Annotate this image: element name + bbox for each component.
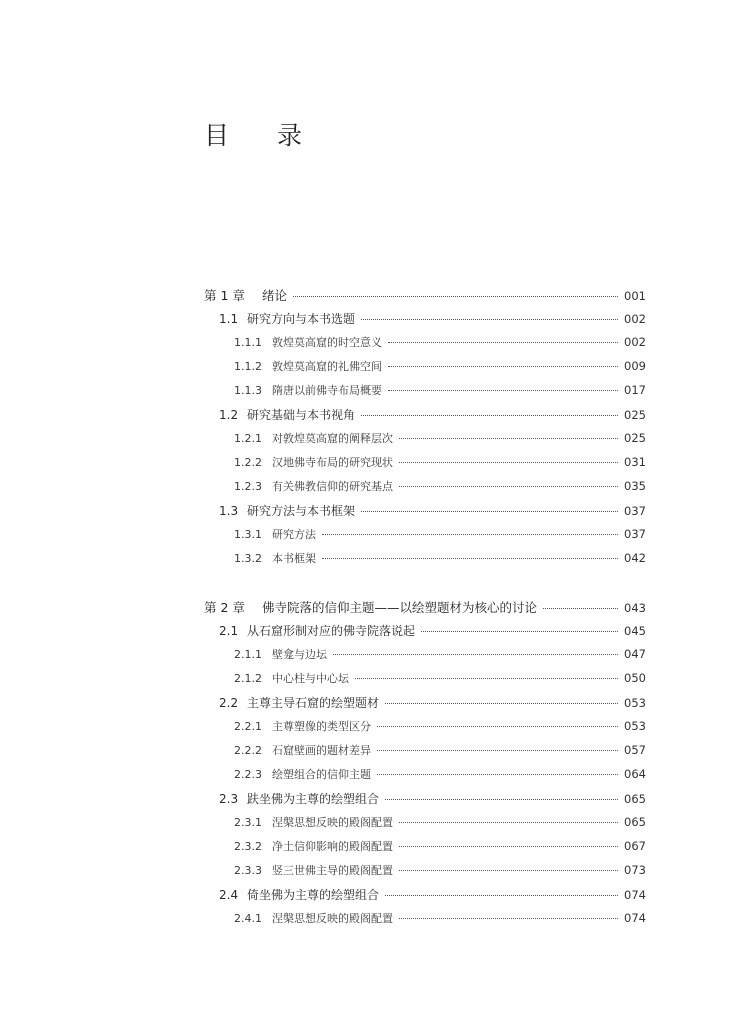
toc-sub-number: 2.4.1 — [234, 912, 262, 925]
dot-leader — [388, 365, 618, 367]
toc-sub-number: 1.1.2 — [234, 360, 262, 373]
dot-leader — [421, 630, 618, 632]
toc-page-number: 047 — [624, 647, 646, 661]
dot-leader — [377, 725, 618, 727]
toc-sub-entry[interactable] — [204, 862, 646, 886]
toc-sub-entry[interactable] — [204, 814, 646, 838]
toc-sub-title: 敦煌莫高窟的时空意义 — [272, 336, 382, 349]
dot-leader — [377, 749, 618, 751]
dot-leader — [385, 702, 618, 704]
toc-sub-entry[interactable] — [204, 454, 646, 478]
toc-section-title: 研究方法与本书框架 — [247, 504, 356, 518]
dot-leader — [399, 845, 618, 847]
toc-section-title: 主尊主导石窟的绘塑题材 — [247, 696, 380, 710]
toc-sub-number: 2.2.2 — [234, 744, 262, 757]
toc-sub-title: 主尊塑像的类型区分 — [272, 720, 371, 733]
toc-sub-number: 2.1.2 — [234, 672, 262, 685]
toc-section-entry[interactable] — [204, 310, 646, 334]
toc-page-number: 065 — [624, 815, 646, 829]
toc-page-number: 074 — [624, 911, 646, 925]
dot-leader — [399, 461, 618, 463]
toc-sub-number: 1.2.2 — [234, 456, 262, 469]
toc-sub-entry[interactable] — [204, 430, 646, 454]
toc-sub-entry[interactable] — [204, 718, 646, 742]
toc-page-number: 067 — [624, 839, 646, 853]
toc-sub-number: 1.2.3 — [234, 480, 262, 493]
toc-sub-entry[interactable] — [204, 382, 646, 406]
toc-page-number: 025 — [624, 408, 646, 422]
toc-sub-title: 石窟壁画的题材差异 — [272, 744, 371, 757]
toc-page-number: 050 — [624, 671, 646, 685]
toc-sub-number: 2.1.1 — [234, 648, 262, 661]
dot-leader — [385, 894, 618, 896]
toc-page-number: 035 — [624, 479, 646, 493]
toc-chapter-number: 第 1 章 — [204, 288, 245, 303]
toc-sub-entry[interactable] — [204, 910, 646, 934]
dot-leader — [399, 437, 618, 439]
toc-sub-number: 2.3.1 — [234, 816, 262, 829]
chapter-spacer — [204, 574, 646, 598]
toc-section-number: 2.3 — [219, 792, 239, 806]
toc-chapter-title: 佛寺院落的信仰主题——以绘塑题材为核心的讨论 — [262, 600, 538, 615]
toc-section-title: 从石窟形制对应的佛寺院落说起 — [247, 624, 416, 638]
toc-sub-title: 绘塑组合的信仰主题 — [272, 768, 371, 781]
toc-page-number: 074 — [624, 888, 646, 902]
toc-section-number: 1.2 — [219, 408, 239, 422]
dot-leader — [543, 607, 618, 609]
toc-sub-entry[interactable] — [204, 646, 646, 670]
toc-sub-title: 本书框架 — [272, 552, 316, 565]
toc-page-number: 042 — [624, 551, 646, 565]
toc-page-number: 017 — [624, 383, 646, 397]
toc-page-number: 037 — [624, 504, 646, 518]
dot-leader — [385, 798, 618, 800]
toc-section-entry[interactable] — [204, 790, 646, 814]
dot-leader — [361, 414, 618, 416]
toc-sub-number: 1.1.1 — [234, 336, 262, 349]
toc-section-number: 2.1 — [219, 624, 239, 638]
toc-sub-title: 中心柱与中心坛 — [272, 672, 349, 685]
toc-sub-number: 1.3.2 — [234, 552, 262, 565]
toc-page-number: 064 — [624, 767, 646, 781]
dot-leader — [322, 557, 618, 559]
toc-sub-number: 1.1.3 — [234, 384, 262, 397]
toc-page-number: 025 — [624, 431, 646, 445]
dot-leader — [355, 677, 618, 679]
toc-section-entry[interactable] — [204, 406, 646, 430]
toc-sub-title: 隋唐以前佛寺布局概要 — [272, 384, 382, 397]
toc-sub-title: 研究方法 — [272, 528, 316, 541]
toc-sub-title: 竖三世佛主导的殿阁配置 — [272, 864, 393, 877]
toc-section-number: 1.1 — [219, 312, 239, 326]
toc-section-entry[interactable] — [204, 886, 646, 910]
toc-section-entry[interactable] — [204, 622, 646, 646]
dot-leader — [361, 318, 618, 320]
toc-sub-title: 有关佛教信仰的研究基点 — [272, 480, 393, 493]
toc-sub-entry[interactable] — [204, 670, 646, 694]
toc-section-title: 倚坐佛为主尊的绘塑组合 — [247, 888, 380, 902]
toc-section-entry[interactable] — [204, 502, 646, 526]
toc-sub-title: 涅槃思想反映的殿阁配置 — [272, 816, 393, 829]
toc-sub-entry[interactable] — [204, 358, 646, 382]
toc-section-number: 2.4 — [219, 888, 239, 902]
toc-page-number: 037 — [624, 527, 646, 541]
toc-page-number: 053 — [624, 696, 646, 710]
toc-sub-number: 2.2.1 — [234, 720, 262, 733]
dot-leader — [333, 653, 618, 655]
toc-sub-number: 1.2.1 — [234, 432, 262, 445]
dot-leader — [361, 510, 618, 512]
toc-section-number: 2.2 — [219, 696, 239, 710]
toc-chapter-entry[interactable] — [204, 598, 646, 622]
dot-leader — [399, 869, 618, 871]
toc-section-number: 1.3 — [219, 504, 239, 518]
toc-page-number: 002 — [624, 335, 646, 349]
toc-page-number: 001 — [624, 289, 646, 303]
dot-leader — [293, 295, 618, 297]
dot-leader — [388, 341, 618, 343]
toc-sub-number: 2.2.3 — [234, 768, 262, 781]
toc-sub-entry[interactable] — [204, 478, 646, 502]
toc-section-title: 研究方向与本书选题 — [247, 312, 356, 326]
toc-sub-number: 2.3.3 — [234, 864, 262, 877]
toc-sub-title: 净土信仰影响的殿阁配置 — [272, 840, 393, 853]
toc-page-number: 065 — [624, 792, 646, 806]
toc-sub-entry[interactable] — [204, 526, 646, 550]
toc-sub-number: 1.3.1 — [234, 528, 262, 541]
dot-leader — [399, 821, 618, 823]
toc-section-entry[interactable] — [204, 694, 646, 718]
toc-sub-entry[interactable] — [204, 742, 646, 766]
toc-section-title: 研究基础与本书视角 — [247, 408, 356, 422]
toc-page-number: 053 — [624, 719, 646, 733]
toc-sub-title: 壁龛与边坛 — [272, 648, 327, 661]
toc-sub-entry[interactable] — [204, 838, 646, 862]
toc-page-number: 043 — [624, 601, 646, 615]
toc-sub-entry[interactable] — [204, 334, 646, 358]
toc-chapter-title: 绪论 — [262, 288, 288, 303]
dot-leader — [388, 389, 618, 391]
toc-sub-title: 对敦煌莫高窟的阐释层次 — [272, 432, 393, 445]
toc-sub-title: 汉地佛寺布局的研究现状 — [272, 456, 393, 469]
toc-sub-title: 涅槃思想反映的殿阁配置 — [272, 912, 393, 925]
toc-sub-number: 2.3.2 — [234, 840, 262, 853]
dot-leader — [377, 773, 618, 775]
toc-page-number: 002 — [624, 312, 646, 326]
dot-leader — [322, 533, 618, 535]
toc-page-number: 073 — [624, 863, 646, 877]
toc-chapter-entry[interactable] — [204, 286, 646, 310]
toc-page-number: 009 — [624, 359, 646, 373]
dot-leader — [399, 917, 618, 919]
toc-page-number: 045 — [624, 624, 646, 638]
toc-page-number: 031 — [624, 455, 646, 469]
toc-sub-entry[interactable] — [204, 766, 646, 790]
toc-section-title: 趺坐佛为主尊的绘塑组合 — [247, 792, 380, 806]
page-title: 目 录 — [204, 121, 322, 150]
toc-sub-entry[interactable] — [204, 550, 646, 574]
table-of-contents — [204, 286, 646, 934]
toc-page-number: 057 — [624, 743, 646, 757]
toc-sub-title: 敦煌莫高窟的礼佛空间 — [272, 360, 382, 373]
toc-chapter-number: 第 2 章 — [204, 600, 245, 615]
dot-leader — [399, 485, 618, 487]
